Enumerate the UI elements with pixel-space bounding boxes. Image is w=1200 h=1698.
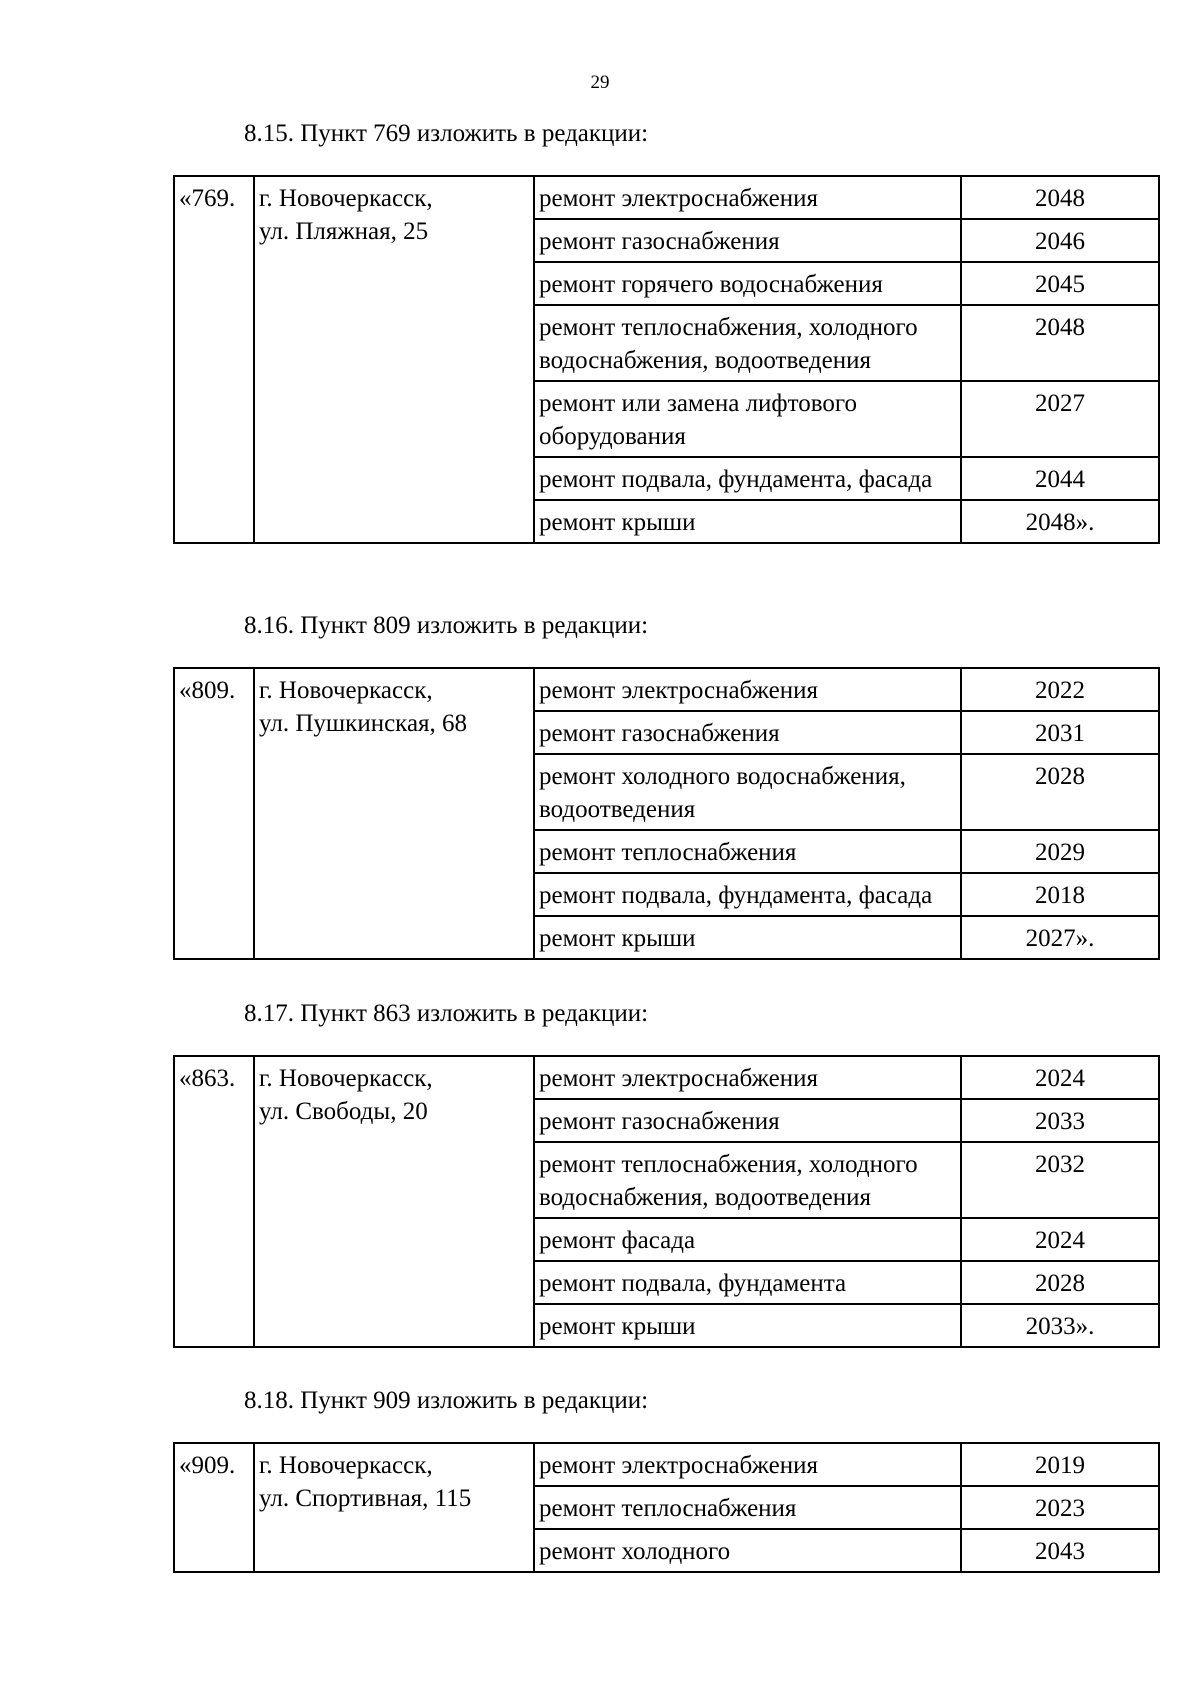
work-type: ремонт подвала, фундамента, фасада (534, 873, 961, 916)
work-year: 2031 (961, 711, 1159, 754)
work-year: 2046 (961, 219, 1159, 262)
work-type: ремонт крыши (534, 500, 961, 543)
work-year: 2045 (961, 262, 1159, 305)
item-number: «909. (174, 1443, 254, 1572)
work-year: 2048 (961, 305, 1159, 381)
work-year: 2022 (961, 668, 1159, 711)
work-year: 2024 (961, 1056, 1159, 1099)
item-address (254, 668, 534, 959)
work-year: 2048 (961, 176, 1159, 219)
address-street: ул. Пушкинская, 68 (259, 710, 468, 737)
address-city: г. Новочеркасск, (259, 1065, 433, 1092)
work-type: ремонт крыши (534, 1304, 961, 1347)
work-year: 2033». (961, 1304, 1159, 1347)
section-heading: 8.15. Пункт 769 изложить в редакции: (244, 120, 649, 147)
table-row (174, 176, 1159, 219)
work-year: 2027». (961, 916, 1159, 959)
work-year: 2048». (961, 500, 1159, 543)
work-year: 2027 (961, 381, 1159, 457)
work-type: ремонт газоснабжения (534, 711, 961, 754)
item-table (173, 175, 1160, 544)
work-year: 2029 (961, 830, 1159, 873)
work-year: 2043 (961, 1529, 1159, 1572)
work-type: ремонт электроснабжения (534, 1056, 961, 1099)
item-table (173, 1442, 1160, 1573)
work-type: ремонт электроснабжения (534, 1443, 961, 1486)
work-type: ремонт подвала, фундамента, фасада (534, 457, 961, 500)
work-year: 2028 (961, 1261, 1159, 1304)
work-year: 2019 (961, 1443, 1159, 1486)
work-year: 2023 (961, 1486, 1159, 1529)
address-city: г. Новочеркасск, (259, 185, 433, 212)
section-heading: 8.17. Пункт 863 изложить в редакции: (244, 1000, 649, 1027)
item-table (173, 1055, 1160, 1348)
work-type: ремонт газоснабжения (534, 1099, 961, 1142)
work-year: 2032 (961, 1142, 1159, 1218)
work-year: 2033 (961, 1099, 1159, 1142)
item-address (254, 176, 534, 543)
work-year: 2044 (961, 457, 1159, 500)
work-year: 2024 (961, 1218, 1159, 1261)
table-row (174, 1443, 1159, 1486)
section-heading: 8.16. Пункт 809 изложить в редакции: (244, 612, 649, 639)
address-city: г. Новочеркасск, (259, 677, 433, 704)
item-address (254, 1056, 534, 1347)
work-type: ремонт электроснабжения (534, 176, 961, 219)
work-year: 2028 (961, 754, 1159, 830)
item-table (173, 667, 1160, 960)
work-type: ремонт крыши (534, 916, 961, 959)
work-type: ремонт или замена лифтового оборудования (534, 381, 961, 457)
work-type: ремонт горячего водоснабжения (534, 262, 961, 305)
address-city: г. Новочеркасск, (259, 1452, 433, 1479)
work-type: ремонт газоснабжения (534, 219, 961, 262)
work-type: ремонт теплоснабжения, холодного водоснабжения, водоотведения (534, 1142, 961, 1218)
work-type: ремонт теплоснабжения (534, 830, 961, 873)
page-number: 29 (590, 72, 610, 93)
address-street: ул. Пляжная, 25 (259, 218, 429, 245)
item-number: «809. (174, 668, 254, 959)
work-type: ремонт теплоснабжения (534, 1486, 961, 1529)
work-type: ремонт электроснабжения (534, 668, 961, 711)
address-street: ул. Свободы, 20 (259, 1098, 428, 1125)
work-type: ремонт подвала, фундамента (534, 1261, 961, 1304)
table-row (174, 1056, 1159, 1099)
item-number: «863. (174, 1056, 254, 1347)
work-year: 2018 (961, 873, 1159, 916)
table-row (174, 668, 1159, 711)
work-type: ремонт фасада (534, 1218, 961, 1261)
section-heading: 8.18. Пункт 909 изложить в редакции: (244, 1387, 649, 1414)
item-address (254, 1443, 534, 1572)
address-street: ул. Спортивная, 115 (259, 1485, 472, 1512)
work-type: ремонт холодного (534, 1529, 961, 1572)
work-type: ремонт холодного водоснабжения, водоотведения (534, 754, 961, 830)
work-type: ремонт теплоснабжения, холодного водоснабжения, водоотведения (534, 305, 961, 381)
item-number: «769. (174, 176, 254, 543)
